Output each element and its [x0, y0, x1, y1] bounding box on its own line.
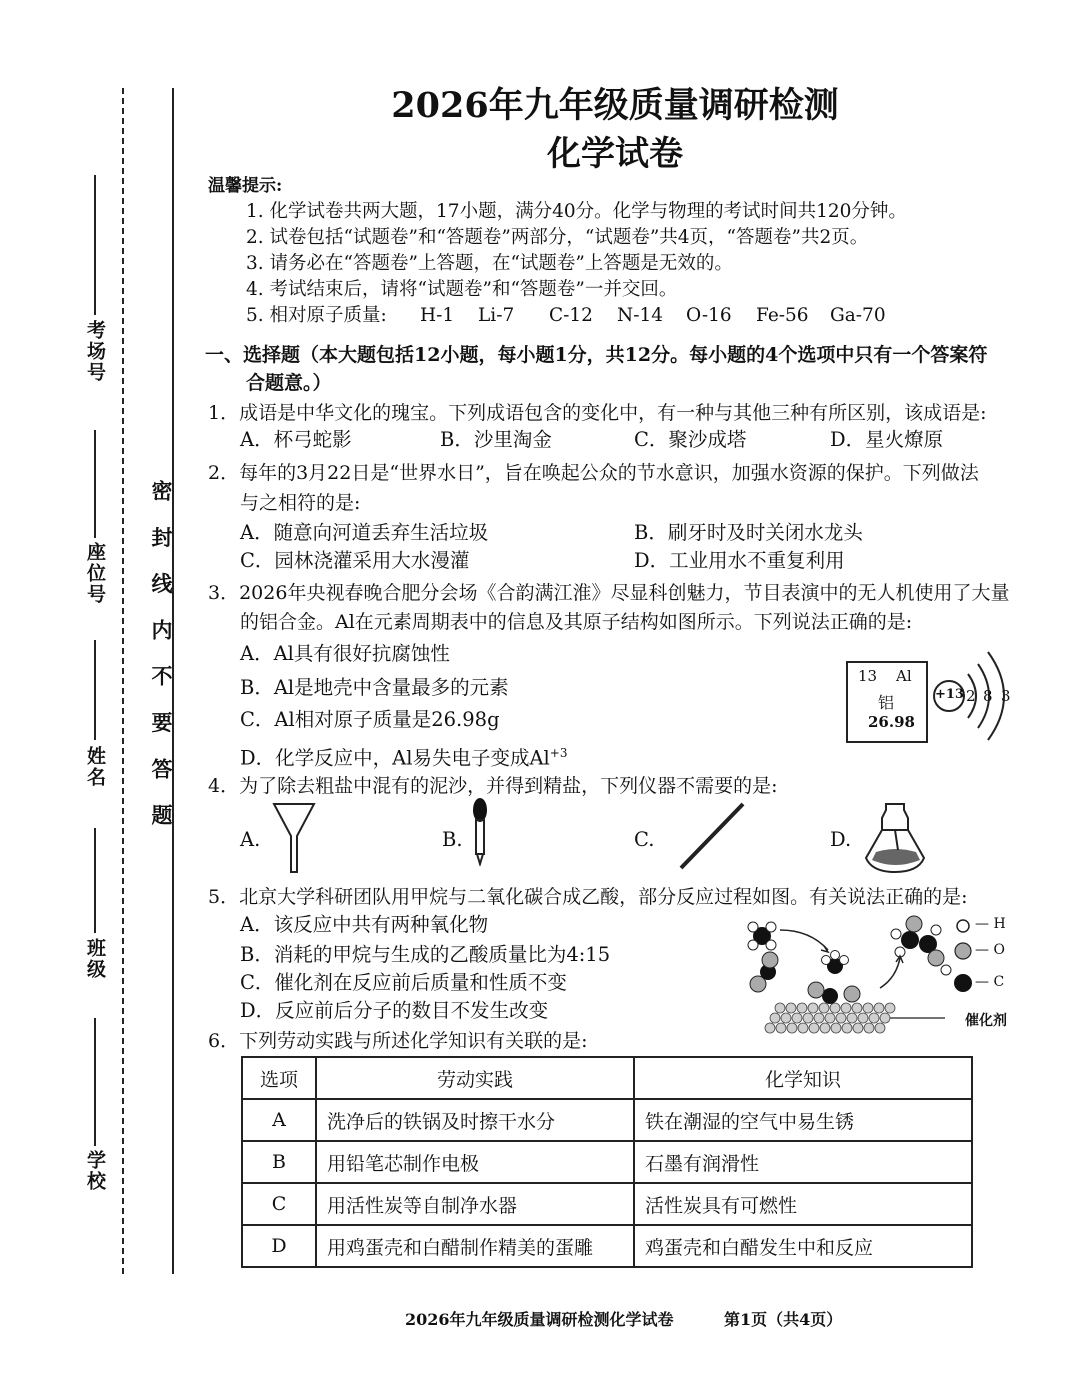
name-blank	[94, 640, 96, 740]
q6-stem: 6．下列劳动实践与所述化学知识有关联的是:	[208, 1030, 588, 1052]
q3-option-a: A．Al具有很好抗腐蚀性	[240, 642, 450, 665]
cell-option: B	[242, 1141, 316, 1183]
atom-nucleus-charge: +13	[935, 687, 964, 702]
atomic-mass: Ga-70	[830, 305, 886, 326]
glass-rod-icon	[677, 800, 747, 872]
q1-option-c: C．聚沙成塔	[634, 428, 747, 451]
q2-option-b: B．刷牙时及时关闭水龙头	[634, 521, 863, 544]
table-row	[242, 1225, 972, 1267]
table-row	[242, 1141, 972, 1183]
tip-item: 4. 考试结束后，请将“试题卷”和“答题卷”一并交回。	[246, 279, 678, 300]
cell-knowledge: 铁在潮湿的空气中易生锈	[634, 1099, 972, 1141]
q3-option-c: C．Al相对原子质量是26.98g	[240, 708, 500, 731]
tip-item: 2. 试卷包括“试题卷”和“答题卷”两部分，“试题卷”共4页，“答题卷”共2页。	[246, 227, 869, 248]
catalyst-label: 催化剂	[965, 1013, 1007, 1029]
table-row	[242, 1183, 972, 1225]
c-atom-icon	[952, 972, 974, 994]
cell-option: C	[242, 1183, 316, 1225]
q1-option-b: B．沙里淘金	[440, 428, 552, 451]
cell-practice: 用铅笔芯制作电极	[316, 1141, 634, 1183]
exam-room-label: 考场号	[84, 320, 106, 383]
atomic-mass: Li-7	[478, 305, 515, 326]
tip-item: 3. 请务必在“答题卷”上答题，在“试题卷”上答题是无效的。	[246, 253, 733, 274]
atomic-mass: C-12	[549, 305, 593, 326]
cell-practice: 用鸡蛋壳和白醋制作精美的蛋雕	[316, 1225, 634, 1267]
cell-practice: 用活性炭等自制净水器	[316, 1183, 634, 1225]
electron-shell: 2	[966, 687, 976, 705]
q5-option-d: D．反应前后分子的数目不发生改变	[240, 999, 549, 1022]
q4-option-b-label: B.	[442, 828, 463, 851]
class-blank	[94, 828, 96, 933]
q5-option-a: A．该反应中共有两种氧化物	[240, 913, 489, 936]
q5-option-c: C．催化剂在反应前后质量和性质不变	[240, 971, 567, 994]
seat-label: 座位号	[84, 542, 106, 605]
q2-stem: 2．每年的3月22日是“世界水日”，旨在唤起公众的节水意识，加强水资源的保护。下列做法	[208, 462, 979, 484]
cell-knowledge: 鸡蛋壳和白醋发生中和反应	[634, 1225, 972, 1267]
q4-option-a-label: A.	[240, 828, 261, 851]
element-mass: 26.98	[868, 713, 915, 731]
cell-practice: 洗净后的铁锅及时擦干水分	[316, 1099, 634, 1141]
q3-option-d	[240, 740, 567, 772]
q2-option-d: D．工业用水不重复利用	[634, 549, 845, 572]
element-name: 铝	[878, 693, 895, 712]
col-option: 选项	[242, 1057, 316, 1099]
q6-table	[241, 1056, 973, 1268]
alcohol-lamp-icon	[862, 800, 928, 876]
atomic-mass: H-1	[420, 305, 455, 326]
cell-option: D	[242, 1225, 316, 1267]
q1-option-d: D．星火燎原	[830, 428, 944, 451]
school-blank	[94, 1018, 96, 1146]
dropper-icon	[468, 796, 492, 866]
q4-stem: 4．为了除去粗盐中混有的泥沙，并得到精盐，下列仪器不需要的是:	[208, 775, 778, 797]
element-number: 13	[858, 667, 878, 685]
name-label: 姓名	[84, 746, 106, 788]
q2-option-a: A．随意向河道丢弃生活垃圾	[240, 521, 489, 544]
col-knowledge: 化学知识	[634, 1057, 972, 1099]
cell-option: A	[242, 1099, 316, 1141]
legend-o: — O	[975, 942, 1005, 958]
atomic-mass: O-16	[686, 305, 732, 326]
catalyst-surface	[765, 1003, 895, 1033]
tips-label: 温馨提示:	[208, 176, 283, 196]
h-atom-icon	[955, 918, 971, 934]
atomic-mass: Fe-56	[756, 305, 809, 326]
table-header-row	[242, 1057, 972, 1099]
cell-knowledge: 石墨有润滑性	[634, 1141, 972, 1183]
q3-stem: 3．2026年央视春晚合肥分会场《合韵满江淮》尽显科创魅力，节目表演中的无人机使用了大量	[208, 582, 1010, 604]
legend-c: — C	[975, 974, 1005, 990]
q5-stem: 5．北京大学科研团队用甲烷与二氧化碳合成乙酸，部分反应过程如图。有关说法正确的是:	[208, 886, 968, 908]
legend-h-label: H	[993, 916, 1006, 932]
q3-option-d-charge: +3	[549, 746, 568, 760]
q4-option-c-label: C.	[634, 828, 655, 851]
exam-subtitle: 化学试卷	[547, 134, 683, 174]
funnel-icon	[270, 800, 320, 875]
footer-page: 第1页（共4页）	[724, 1310, 843, 1329]
q5-option-b: B．消耗的甲烷与生成的乙酸质量比为4:15	[240, 943, 611, 966]
reaction-process-diagram	[740, 910, 970, 1040]
exam-title: 2026年九年级质量调研检测	[391, 85, 839, 126]
legend-o-label: O	[993, 942, 1005, 958]
electron-shell: 8	[983, 687, 993, 705]
section-heading: 一、选择题（本大题包括12小题，每小题1分，共12分。每小题的4个选项中只有一个答案符	[205, 344, 988, 366]
class-label: 班级	[84, 938, 106, 980]
cell-knowledge: 活性炭具有可燃性	[634, 1183, 972, 1225]
cut-line	[122, 88, 124, 1274]
q3-stem-cont: 的铝合金。Al在元素周期表中的信息及其原子结构如图所示。下列说法正确的是:	[240, 611, 913, 633]
o-atom-icon	[953, 941, 973, 961]
tip-item: 1. 化学试卷共两大题，17小题，满分40分。化学与物理的考试时间共120分钟。	[246, 201, 907, 222]
school-label: 学校	[84, 1150, 106, 1192]
legend-c-label: C	[993, 974, 1005, 990]
electron-shell: 3	[1001, 687, 1011, 705]
name-field	[70, 640, 110, 810]
exam-room-blank	[94, 175, 96, 315]
q1-option-a: A．杯弓蛇影	[240, 428, 352, 451]
col-practice: 劳动实践	[316, 1057, 634, 1099]
atom-structure-diagram	[928, 640, 1028, 752]
atomic-mass-label: 5. 相对原子质量:	[246, 305, 387, 326]
seat-blank	[94, 430, 96, 538]
q3-option-d-text: D．化学反应中，Al易失电子变成Al	[240, 746, 550, 770]
q3-option-b: B．Al是地壳中含量最多的元素	[240, 676, 509, 699]
seat-field	[70, 430, 110, 620]
element-symbol: Al	[896, 667, 912, 685]
section-heading-cont: 合题意。）	[246, 372, 332, 394]
q2-stem-cont: 与之相符的是:	[240, 492, 361, 514]
exam-room-field	[70, 175, 110, 390]
seal-notice: 密 封 线 内 不 要 答 题	[149, 480, 174, 835]
q2-option-c: C．园林浇灌采用大水漫灌	[240, 549, 470, 572]
legend-h: — H	[975, 916, 1006, 932]
table-row	[242, 1099, 972, 1141]
school-field	[70, 1018, 110, 1198]
footer-title: 2026年九年级质量调研检测化学试卷	[405, 1310, 674, 1329]
atomic-mass: N-14	[617, 305, 663, 326]
element-card	[846, 661, 928, 743]
class-field	[70, 828, 110, 998]
q4-option-d-label: D.	[830, 828, 852, 851]
q1-stem: 1．成语是中华文化的瑰宝。下列成语包含的变化中，有一种与其他三种有所区别，该成语是:	[208, 402, 987, 424]
